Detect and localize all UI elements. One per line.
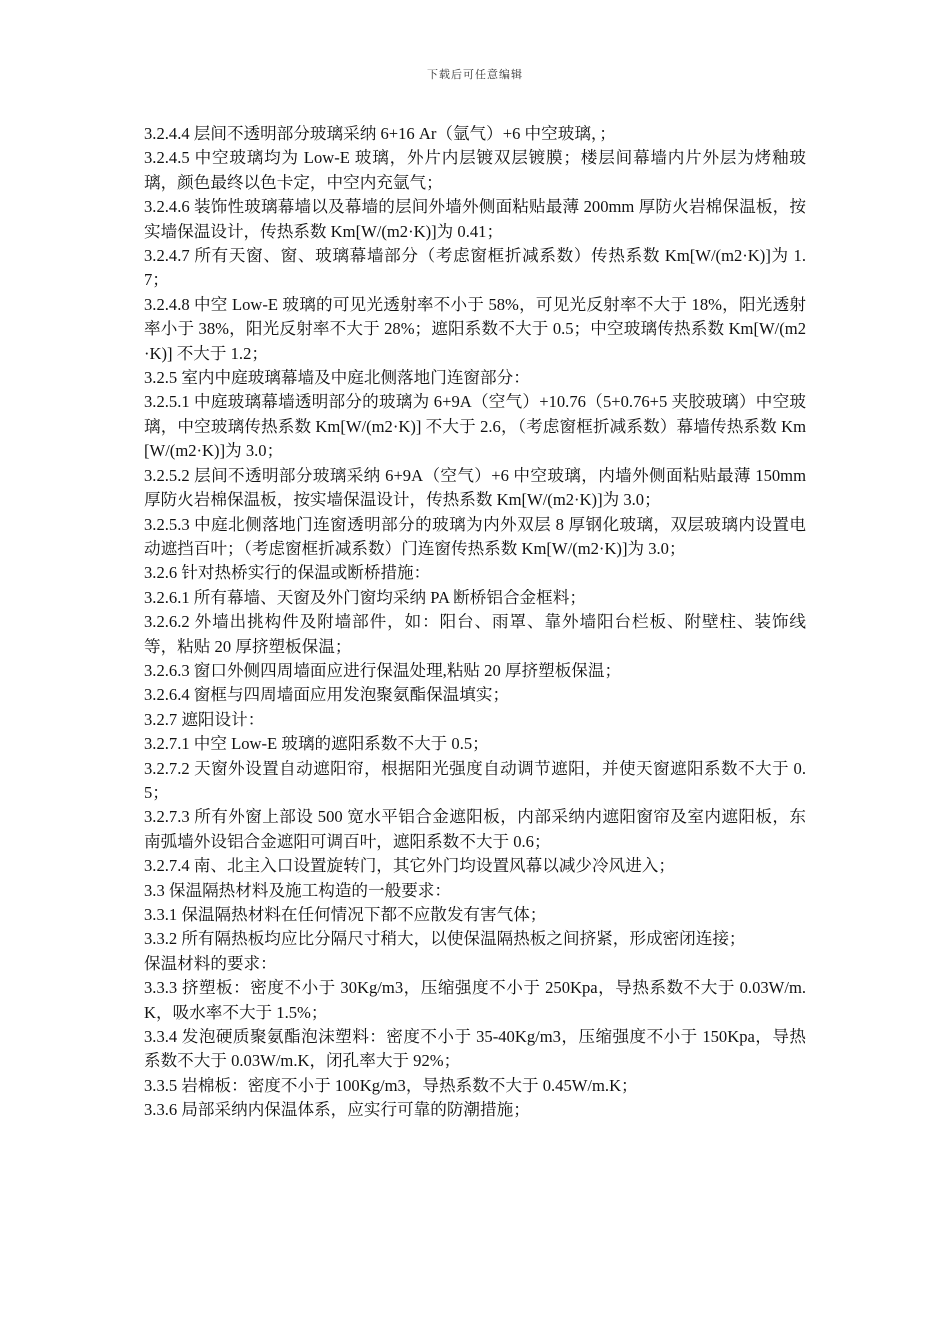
- paragraph: 3.2.4.4 层间不透明部分玻璃采纳 6+16 Ar（氩气）+6 中空玻璃，；: [144, 124, 616, 143]
- page-header: 下载后可任意编辑: [427, 68, 523, 81]
- paragraph: 3.2.4.5 中空玻璃均为 Low-E 玻璃，外片内层镀双层镀膜；楼层间幕墙内片外层为烤釉玻璃，颜色最终以色卡定，中空内充氩气；: [144, 148, 806, 192]
- paragraph: 3.2.7.4 南、北主入口设置旋转门，其它外门均设置风幕以减少冷风进入；: [144, 856, 675, 876]
- subsection-label: 保温材料的要求：: [144, 953, 277, 973]
- paragraph: 3.2.7.2 天窗外设置自动遮阳帘，根据阳光强度自动调节遮阳，并使天窗遮阳系数不大于 0.5；: [144, 758, 806, 802]
- paragraph: 3.2.7.1 中空 Low-E 玻璃的遮阳系数不大于 0.5；: [144, 734, 489, 754]
- paragraph: 3.2.5.3 中庭北侧落地门连窗透明部分的玻璃为内外双层 8 厚钢化玻璃，双层玻璃内设置电动遮挡百叶；（考虑窗框折减系数）门连窗传热系数 Km[W/(m2·K)]为 3.0；: [144, 514, 806, 558]
- section-heading: 3.2.7 遮阳设计：: [144, 709, 265, 729]
- paragraph: 3.3.1 保温隔热材料在任何情况下都不应散发有害气体；: [144, 905, 547, 924]
- paragraph: 3.2.5.1 中庭玻璃幕墙透明部分的玻璃为 6+9A（空气）+10.76（5+0.76+5 夹胶玻璃）中空玻璃，中空玻璃传热系数 Km[W/(m2·K)] 不大于 2.6，（考虑窗框折减系数）幕墙传热系数 Km[W/(m2·K)]为 3.0；: [144, 392, 806, 461]
- section-heading: 3.2.5 室内中庭玻璃幕墙及中庭北侧落地门连窗部分：: [144, 368, 530, 388]
- paragraph: 3.3.4 发泡硬质聚氨酯泡沫塑料：密度不小于 35-40Kg/m3，压缩强度不小于 150Kpa，导热系数不大于 0.03W/m.K，闭孔率大于 92%；: [144, 1027, 806, 1071]
- paragraph: 3.2.4.7 所有天窗、窗、玻璃幕墙部分（考虑窗框折减系数）传热系数 Km[W/(m2·K)]为 1.7；: [144, 246, 806, 290]
- paragraph: 3.2.7.3 所有外窗上部设 500 宽水平铝合金遮阳板，内部采纳内遮阳窗帘及室内遮阳板，东南弧墙外设铝合金遮阳可调百叶，遮阳系数不大于 0.6；: [144, 807, 806, 851]
- document-body: [144, 122, 806, 1123]
- paragraph: 3.2.6.2 外墙出挑构件及附墙部件，如：阳台、雨罩、靠外墙阳台栏板、附壁柱、装饰线等，粘贴 20 厚挤塑板保温；: [144, 612, 806, 656]
- paragraph: 3.2.4.6 装饰性玻璃幕墙以及幕墙的层间外墙外侧面粘贴最薄 200mm 厚防火岩棉保温板，按实墙保温设计，传热系数 Km[W/(m2·K)]为 0.41；: [144, 197, 806, 241]
- paragraph: 3.3.5 岩棉板：密度不小于 100Kg/m3，导热系数不大于 0.45W/m.K；: [144, 1075, 638, 1095]
- paragraph: 3.2.4.8 中空 Low-E 玻璃的可见光透射率不小于 58%，可见光反射率不大于 18%，阳光透射率小于 38%，阳光反射率不大于 28%；遮阳系数不大于 0.5；中空玻璃传热系数 Km[W/(m2·K)] 不大于 1.2；: [144, 294, 806, 363]
- paragraph: 3.3.2 所有隔热板均应比分隔尺寸稍大，以使保温隔热板之间挤紧，形成密闭连接；: [144, 929, 746, 949]
- paragraph: 3.3.3 挤塑板：密度不小于 30Kg/m3，压缩强度不小于 250Kpa，导热系数不大于 0.03W/m.K，吸水率不大于 1.5%；: [144, 978, 806, 1022]
- paragraph: 3.2.6.1 所有幕墙、天窗及外门窗均采纳 PA 断桥铝合金框料；: [144, 587, 586, 607]
- section-heading: 3.2.6 针对热桥实行的保温或断桥措施：: [144, 563, 431, 583]
- section-heading: 3.3 保温隔热材料及施工构造的一般要求：: [144, 880, 451, 900]
- paragraph: 3.2.6.3 窗口外侧四周墙面应进行保温处理,粘贴 20 厚挤塑板保温；: [144, 660, 622, 680]
- paragraph: 3.2.5.2 层间不透明部分玻璃采纳 6+9A（空气）+6 中空玻璃，内墙外侧面粘贴最薄 150mm 厚防火岩棉保温板，按实墙保温设计，传热系数 Km[W/(m2·K)]为 3.0；: [144, 465, 806, 510]
- paragraph: 3.3.6 局部采纳内保温体系，应实行可靠的防潮措施；: [144, 1100, 530, 1120]
- paragraph: 3.2.6.4 窗框与四周墙面应用发泡聚氨酯保温填实；: [144, 685, 510, 705]
